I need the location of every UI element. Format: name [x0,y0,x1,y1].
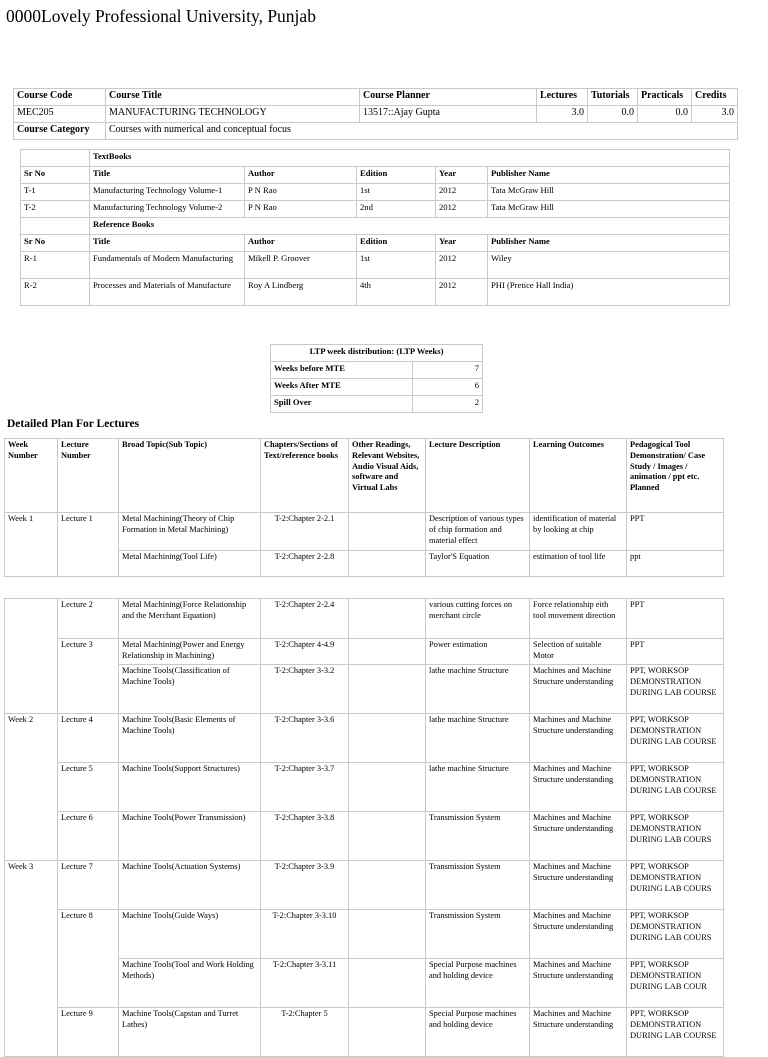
ltp-row [271,379,483,396]
chapter-cell: T-2:Chapter 3-3.2 [261,665,349,714]
col-week: Week Number [5,439,58,513]
description-cell: lathe machine Structure [426,763,530,812]
credits-value: 3.0 [692,106,738,123]
course-category-row [14,123,738,140]
credits-header: Credits [692,89,738,106]
title-cell: Manufacturing Technology Volume-1 [90,184,245,201]
outcome-cell: Machines and Machine Structure understanding [530,861,627,910]
col-sr-no: Sr No [21,235,90,252]
chapter-cell: T-2:Chapter 2-2.1 [261,513,349,551]
other-cell [349,910,426,959]
topic-cell: Machine Tools(Tool and Work Holding Methods) [119,959,261,1008]
tool-cell: PPT [627,639,724,665]
lecture-cell: Lecture 1 [58,513,119,577]
outcome-cell: Machines and Machine Structure understanding [530,1008,627,1057]
course-code-value: MEC205 [14,106,106,123]
tool-cell: PPT, WORKSOP DEMONSTRATION DURING LAB COURS [627,812,724,861]
col-edition: Edition [357,235,436,252]
plan-row [5,513,724,551]
topic-cell: Machine Tools(Basic Elements of Machine Tools) [119,714,261,763]
topic-cell: Metal Machining(Force Relationship and the Merchant Equation) [119,599,261,639]
course-planner-value: 13517::Ajay Gupta [360,106,537,123]
topic-cell: Machine Tools(Actuation Systems) [119,861,261,910]
course-value-row [14,106,738,123]
tutorials-header: Tutorials [588,89,638,106]
outcome-cell: Force relationship eith tool movement direction [530,599,627,639]
chapter-cell: T-2:Chapter 3-3.6 [261,714,349,763]
col-description: Lecture Description [426,439,530,513]
ltp-label: Spill Over [271,396,413,413]
col-other: Other Readings, Relevant Websites, Audio Visual Aids, software and Virtual Labs [349,439,426,513]
outcome-cell: Machines and Machine Structure understanding [530,812,627,861]
other-cell [349,861,426,910]
col-author: Author [245,235,357,252]
books-table [20,149,730,306]
lecture-cell: Lecture 6 [58,812,119,861]
publisher-cell: Tata McGraw Hill [488,184,730,201]
description-cell: Transmission System [426,861,530,910]
col-topic: Broad Topic(Sub Topic) [119,439,261,513]
week-cell: Week 2 [5,714,58,861]
course-title-header: Course Title [106,89,360,106]
tool-cell: PPT [627,599,724,639]
week-cell: Week 1 [5,513,58,577]
description-cell: lathe machine Structure [426,665,530,714]
chapter-cell: T-2:Chapter 3-3.9 [261,861,349,910]
ltp-title: LTP week distribution: (LTP Weeks) [271,345,483,362]
description-cell: Power estimation [426,639,530,665]
description-cell: Transmission System [426,812,530,861]
outcome-cell: Selection of suitable Motor [530,639,627,665]
description-cell: Special Purpose machines and holding device [426,1008,530,1057]
year-cell: 2012 [436,252,488,279]
lecture-cell: Lecture 9 [58,1008,119,1057]
plan-header-row [5,439,724,513]
outcome-cell: Machines and Machine Structure understanding [530,714,627,763]
topic-cell: Machine Tools(Guide Ways) [119,910,261,959]
course-code-header: Course Code [14,89,106,106]
outcome-cell: Machines and Machine Structure understanding [530,959,627,1008]
tool-cell: PPT, WORKSOP DEMONSTRATION DURING LAB COURSE [627,714,724,763]
ltp-label: Weeks before MTE [271,362,413,379]
description-cell: Taylor'S Equation [426,551,530,577]
description-cell: various cutting forces on merchant circle [426,599,530,639]
lecture-cell: Lecture 7 [58,861,119,910]
topic-cell: Machine Tools(Capstan and Turret Lathes) [119,1008,261,1057]
description-cell: lathe machine Structure [426,714,530,763]
other-cell [349,513,426,551]
col-publisher: Publisher Name [488,235,730,252]
reference-books-heading: Reference Books [90,218,730,235]
sr-no-cell: R-2 [21,279,90,306]
edition-cell: 4th [357,279,436,306]
course-planner-header: Course Planner [360,89,537,106]
publisher-cell: PHI (Pretice Hall India) [488,279,730,306]
course-category-value: Courses with numerical and conceptual focus [106,123,738,140]
ltp-value: 2 [413,396,483,413]
course-header-row [14,89,738,106]
week-cell: Week 3 [5,861,58,1057]
chapter-cell: T-2:Chapter 3-3.11 [261,959,349,1008]
col-chapter: Chapters/Sections of Text/reference books [261,439,349,513]
ltp-row [271,362,483,379]
other-cell [349,639,426,665]
chapter-cell: T-2:Chapter 2-2.4 [261,599,349,639]
textbooks-column-row [21,167,730,184]
outcome-cell: identification of material by looking at chip [530,513,627,551]
tool-cell: PPT, WORKSOP DEMONSTRATION DURING LAB COURSE [627,1008,724,1057]
reference-row [21,279,730,306]
reference-row [21,252,730,279]
course-title-value: MANUFACTURING TECHNOLOGY [106,106,360,123]
ltp-distribution-table [270,344,483,413]
title-cell: Processes and Materials of Manufacture [90,279,245,306]
topic-cell: Machine Tools(Power Transmission) [119,812,261,861]
practicals-header: Practicals [638,89,692,106]
plan-row [5,812,724,861]
course-info-table [13,88,738,140]
description-cell: Description of various types of chip formation and material effect [426,513,530,551]
tool-cell: PPT, WORKSOP DEMONSTRATION DURING LAB COURSE [627,665,724,714]
year-cell: 2012 [436,201,488,218]
tool-cell: PPT [627,513,724,551]
tool-cell: PPT, WORKSOP DEMONSTRATION DURING LAB COURS [627,910,724,959]
year-cell: 2012 [436,184,488,201]
col-title: Title [90,235,245,252]
title-cell: Manufacturing Technology Volume-2 [90,201,245,218]
plan-row [5,1008,724,1057]
edition-cell: 2nd [357,201,436,218]
other-cell [349,551,426,577]
col-publisher: Publisher Name [488,167,730,184]
author-cell: Mikell P. Groover [245,252,357,279]
tool-cell: PPT, WORKSOP DEMONSTRATION DURING LAB COUR [627,959,724,1008]
outcome-cell: Machines and Machine Structure understanding [530,665,627,714]
textbook-row [21,184,730,201]
textbooks-heading: TextBooks [90,150,730,167]
author-cell: P N Rao [245,184,357,201]
tool-cell: PPT, WORKSOP DEMONSTRATION DURING LAB COURSE [627,763,724,812]
plan-row [5,910,724,959]
ltp-label: Weeks After MTE [271,379,413,396]
topic-cell: Metal Machining(Tool Life) [119,551,261,577]
textbooks-heading-row [21,150,730,167]
edition-cell: 1st [357,252,436,279]
lecture-cell: Lecture 2 [58,599,119,639]
publisher-cell: Tata McGraw Hill [488,201,730,218]
lecture-cell: Lecture 3 [58,639,119,714]
other-cell [349,599,426,639]
other-cell [349,665,426,714]
description-cell: Special Purpose machines and holding device [426,959,530,1008]
col-title: Title [90,167,245,184]
chapter-cell: T-2:Chapter 3-3.8 [261,812,349,861]
tool-cell: ppt [627,551,724,577]
lecture-cell: Lecture 8 [58,910,119,1008]
col-author: Author [245,167,357,184]
col-year: Year [436,235,488,252]
other-cell [349,1008,426,1057]
lecture-cell: Lecture 5 [58,763,119,812]
publisher-cell: Wiley [488,252,730,279]
plan-row [5,599,724,639]
topic-cell: Metal Machining(Theory of Chip Formation in Metal Machining) [119,513,261,551]
topic-cell: Machine Tools(Support Structures) [119,763,261,812]
col-lecture: Lecture Number [58,439,119,513]
description-cell: Transmission System [426,910,530,959]
lecture-plan-table-continued [4,598,724,1057]
author-cell: Roy A Lindberg [245,279,357,306]
tutorials-value: 0.0 [588,106,638,123]
chapter-cell: T-2:Chapter 3-3.7 [261,763,349,812]
lectures-header: Lectures [537,89,588,106]
plan-row [5,861,724,910]
other-cell [349,959,426,1008]
reference-column-row [21,235,730,252]
plan-row [5,639,724,665]
chapter-cell: T-2:Chapter 4-4.9 [261,639,349,665]
lecture-cell: Lecture 4 [58,714,119,763]
col-sr-no: Sr No [21,167,90,184]
tool-cell: PPT, WORKSOP DEMONSTRATION DURING LAB COURS [627,861,724,910]
title-cell: Fundamentals of Modern Manufacturing [90,252,245,279]
textbook-row [21,201,730,218]
other-cell [349,714,426,763]
practicals-value: 0.0 [638,106,692,123]
other-cell [349,812,426,861]
col-outcome: Learning Outcomes [530,439,627,513]
sr-no-cell: R-1 [21,252,90,279]
university-title: 0000Lovely Professional University, Punjab [6,6,316,26]
plan-row [5,714,724,763]
lectures-value: 3.0 [537,106,588,123]
author-cell: P N Rao [245,201,357,218]
week-cell [5,599,58,714]
lecture-plan-table [4,438,724,577]
col-edition: Edition [357,167,436,184]
ltp-value: 7 [413,362,483,379]
topic-cell: Metal Machining(Power and Energy Relationship in Machining) [119,639,261,665]
sr-no-cell: T-1 [21,184,90,201]
plan-title: Detailed Plan For Lectures [7,418,140,430]
sr-no-cell: T-2 [21,201,90,218]
chapter-cell: T-2:Chapter 5 [261,1008,349,1057]
year-cell: 2012 [436,279,488,306]
col-tool: Pedagogical Tool Demonstration/ Case Study / Images / animation / ppt etc. Planned [627,439,724,513]
topic-cell: Machine Tools(Classification of Machine Tools) [119,665,261,714]
ltp-value: 6 [413,379,483,396]
chapter-cell: T-2:Chapter 3-3.10 [261,910,349,959]
chapter-cell: T-2:Chapter 2-2.8 [261,551,349,577]
other-cell [349,763,426,812]
outcome-cell: Machines and Machine Structure understanding [530,763,627,812]
course-category-label: Course Category [14,123,106,140]
outcome-cell: Machines and Machine Structure understanding [530,910,627,959]
reference-heading-row [21,218,730,235]
edition-cell: 1st [357,184,436,201]
outcome-cell: estimation of tool life [530,551,627,577]
col-year: Year [436,167,488,184]
plan-row [5,763,724,812]
ltp-row [271,396,483,413]
